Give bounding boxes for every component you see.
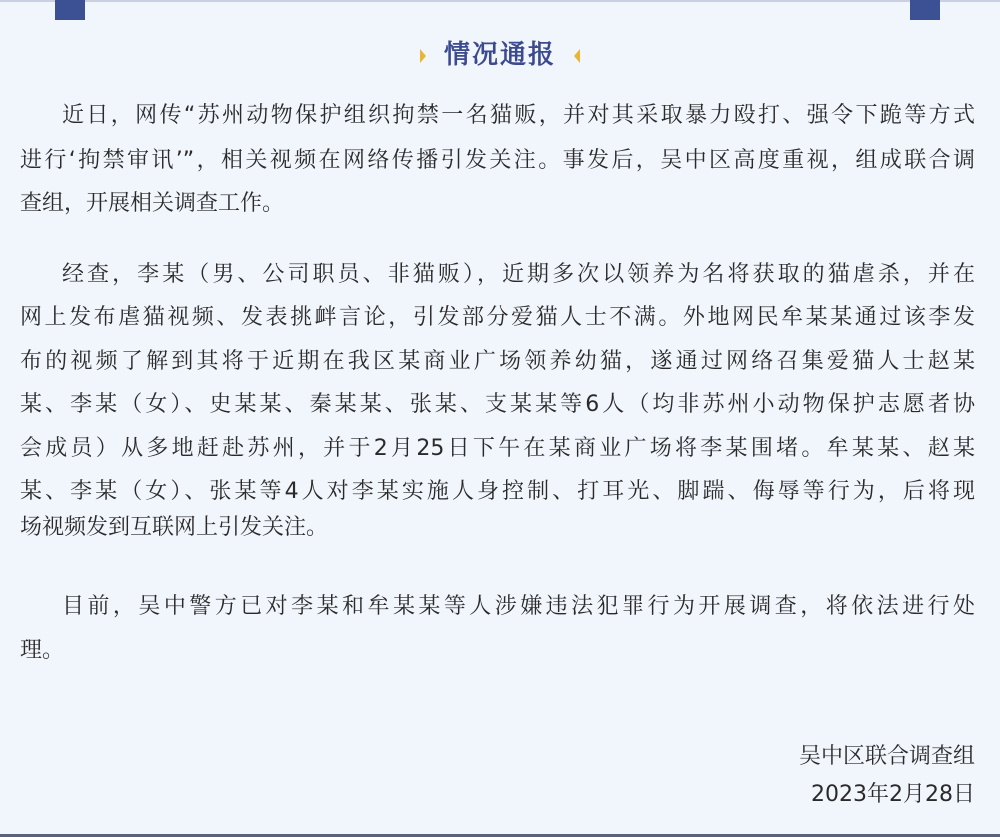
signature-date: 2023年2月28日 — [811, 782, 975, 807]
signature-org: 吴中区联合调查组 — [798, 744, 975, 769]
top-border — [0, 0, 1000, 2]
text-line: 布的视频了解到其将于近期在我区某商业广场领养幼猫，遂通过网络召集爱猫人士赵某 — [20, 349, 975, 374]
text-line: 理。 — [20, 638, 65, 663]
triangle-right-icon — [420, 49, 426, 63]
notice-title: 情况通报 — [443, 40, 556, 70]
corner-decoration-left — [55, 0, 85, 20]
text-line: 目前，吴中警方已对李某和牟某某等人涉嫌违法犯罪行为开展调查，将依法进行处 — [62, 594, 975, 619]
text-line: 近日，网传“苏州动物保护组织拘禁一名猫贩，并对其采取暴力殴打、强令下跪等方式 — [62, 103, 975, 128]
text-line: 经查，李某（男、公司职员、非猫贩），近期多次以领养为名将获取的猫虐杀，并在 — [62, 262, 975, 287]
text-line: 场视频发到互联网上引发关注。 — [20, 515, 329, 540]
text-line: 会成员）从多地赶赴苏州，并于2月25日下午在某商业广场将李某围堵。牟某某、赵某 — [20, 436, 975, 461]
corner-decoration-right — [910, 0, 940, 20]
text-line: 某、李某（女）、张某等4人对李某实施人身控制、打耳光、脚踹、侮辱等行为，后将现 — [20, 479, 975, 504]
text-line: 进行‘拘禁审讯’”，相关视频在网络传播引发关注。事发后，吴中区高度重视，组成联合调 — [20, 148, 975, 173]
text-line: 网上发布虐猫视频、发表挑衅言论，引发部分爱猫人士不满。外地网民牟某某通过该李发 — [20, 305, 975, 330]
text-line: 查组，开展相关调查工作。 — [20, 191, 285, 216]
text-line: 某、李某（女）、史某某、秦某某、张某、支某某等6人（均非苏州小动物保护志愿者协 — [20, 392, 975, 417]
triangle-left-icon — [574, 49, 580, 63]
notice-title-row — [0, 34, 1000, 71]
